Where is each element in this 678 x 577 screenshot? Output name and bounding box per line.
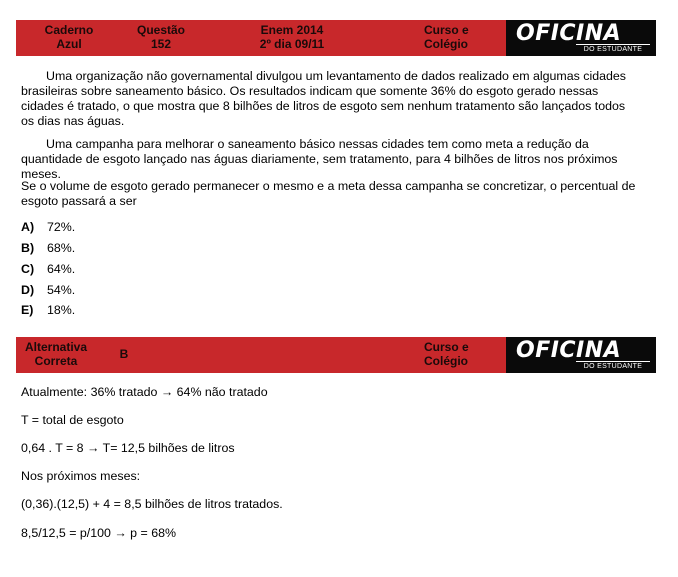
solution-line-3: 0,64 . T = 8 → T= 12,5 bilhões de litros <box>21 441 235 455</box>
logo-tagline: DO ESTUDANTE <box>576 361 650 371</box>
question-label: Questão <box>136 23 185 37</box>
question-paragraph-1: Uma organização não governamental divulgou um levantamento de dados realizado em algumas cidades brasileiras sobre saneamento básico. Os resultados indicam que somente 36% do esgoto gerado nessas cidades é tratado, o que mostra que 8 bilhões de litros de esgoto sem nenhum tratamento são lançados todos os dias nas águas. <box>21 69 626 128</box>
answer-value: B <box>119 347 129 361</box>
answer-label-line-1: Alternativa <box>24 340 88 354</box>
answer-label <box>20 340 92 368</box>
logo-tagline: DO ESTUDANTE <box>576 44 650 54</box>
option-letter: A) <box>21 220 35 234</box>
course-line-2: Colégio <box>424 354 468 368</box>
question-number: 152 <box>150 37 172 51</box>
exam-date: 2º dia 09/11 <box>259 37 325 51</box>
option-text: 68%. <box>47 241 76 255</box>
answer-course <box>424 340 478 368</box>
option-b <box>21 241 75 256</box>
exam-name: Enem 2014 <box>260 23 324 37</box>
option-letter: B) <box>21 241 35 255</box>
question-paragraph-3: Se o volume de esgoto gerado permanecer o mesmo e a meta dessa campanha se concretizar, o percentual de esgoto passará a ser <box>21 179 636 208</box>
option-c <box>21 262 75 277</box>
option-text: 18%. <box>47 303 76 317</box>
header-banner <box>16 20 656 56</box>
header-question <box>126 23 196 51</box>
course-line-2: Colégio <box>424 37 468 51</box>
question-paragraph-2: Uma campanha para melhorar o saneamento básico nessas cidades tem como meta a redução da quantidade de esgoto lançado nas águas diariamente, sem tratamento, para 4 bilhões de litros nos próximos meses. <box>21 137 618 181</box>
option-a <box>21 220 75 235</box>
logo-word: OFICINA <box>516 338 622 363</box>
option-letter: C) <box>21 262 35 276</box>
solution-line-5: (0,36).(12,5) + 4 = 8,5 bilhões de litros tratados. <box>21 497 283 511</box>
solution-line-4: Nos próximos meses: <box>21 469 141 483</box>
option-text: 64%. <box>47 262 76 276</box>
course-line-1: Curso e <box>424 23 469 37</box>
header-course <box>424 23 478 51</box>
solution-line-6: 8,5/12,5 = p/100 → p = 68% <box>21 526 176 540</box>
header-notebook <box>34 23 104 51</box>
answer-label-line-2: Correta <box>34 354 78 368</box>
solution-line-1: Atualmente: 36% tratado → 64% não tratado <box>21 385 268 399</box>
header-exam <box>242 23 342 51</box>
oficina-logo <box>506 337 656 373</box>
logo-word: OFICINA <box>516 21 622 46</box>
option-text: 72%. <box>47 220 76 234</box>
option-text: 54%. <box>47 283 76 297</box>
notebook-label: Caderno <box>44 23 94 37</box>
solution-line-2: T = total de esgoto <box>21 413 124 427</box>
answer-banner <box>16 337 656 373</box>
notebook-value: Azul <box>56 37 82 51</box>
option-d <box>21 283 75 298</box>
option-letter: D) <box>21 283 35 297</box>
option-letter: E) <box>21 303 34 317</box>
oficina-logo <box>506 20 656 56</box>
option-e <box>21 303 75 318</box>
course-line-1: Curso e <box>424 340 469 354</box>
